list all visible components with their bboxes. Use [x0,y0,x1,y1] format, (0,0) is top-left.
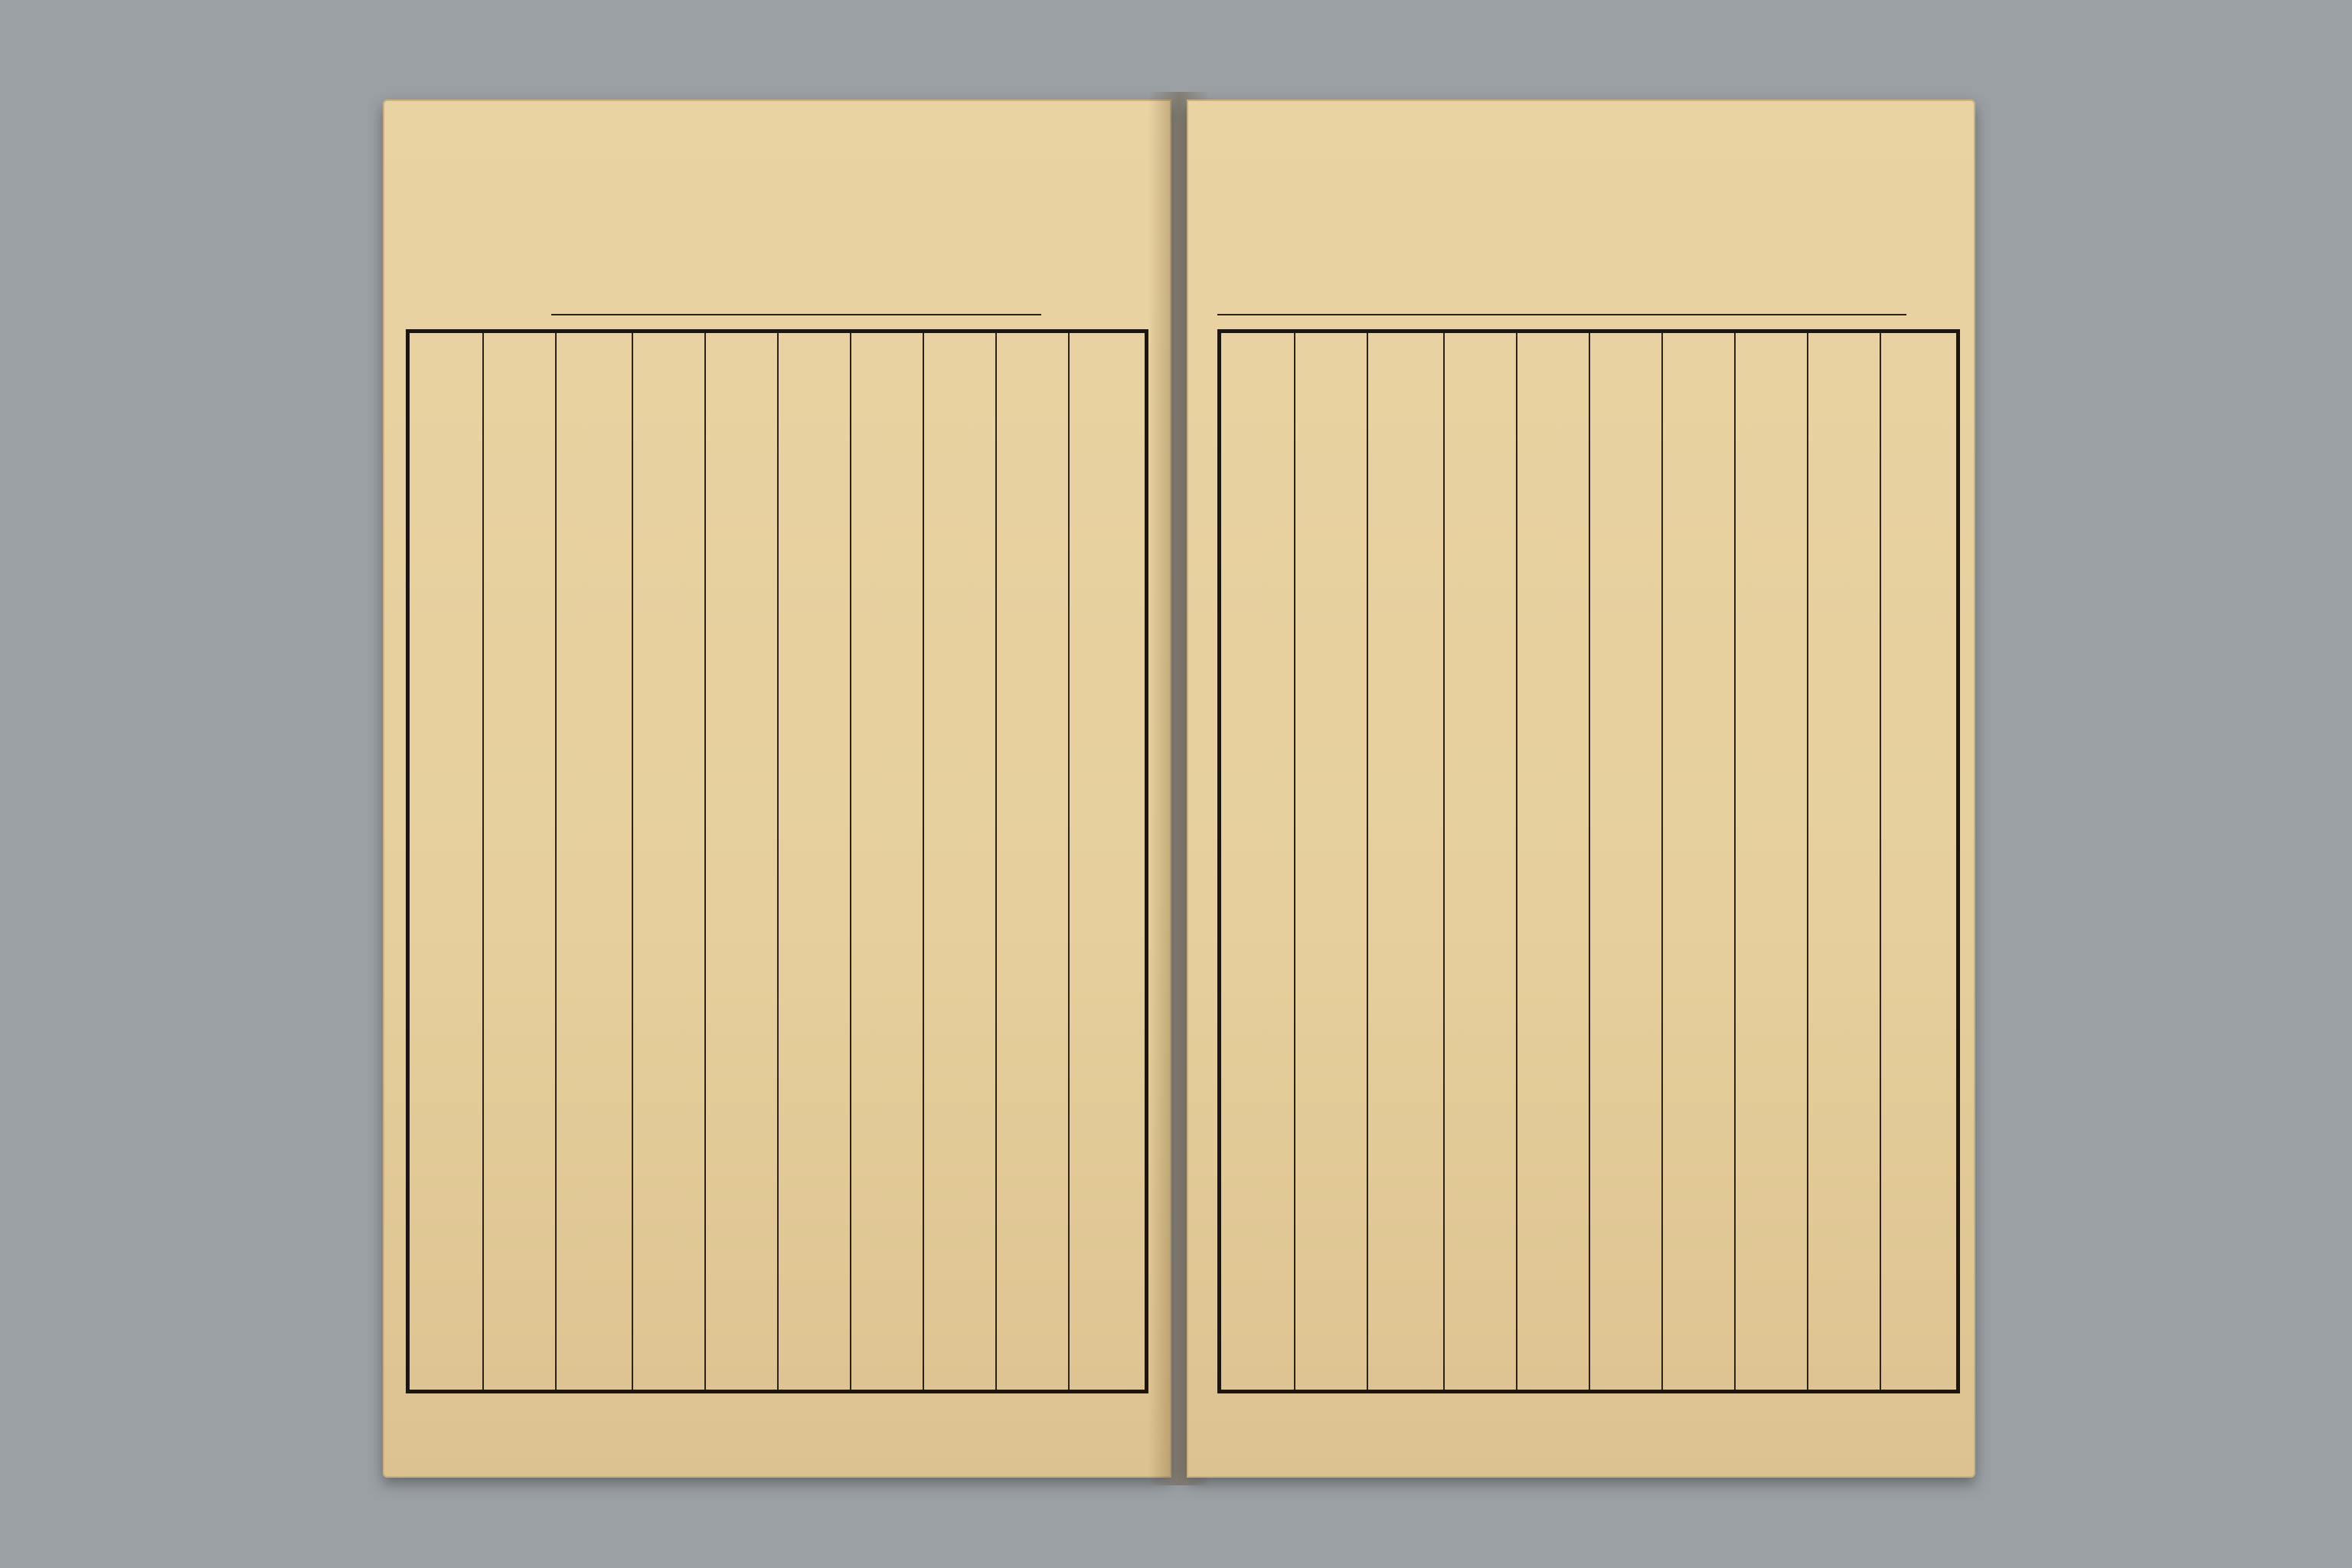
left-header-notes [551,145,1041,315]
left-page [383,100,1171,1478]
open-book [383,84,1975,1485]
right-page [1187,100,1975,1478]
right-text-block [1217,329,1960,1393]
left-text-block [406,329,1148,1393]
right-header-notes [1217,145,1906,315]
